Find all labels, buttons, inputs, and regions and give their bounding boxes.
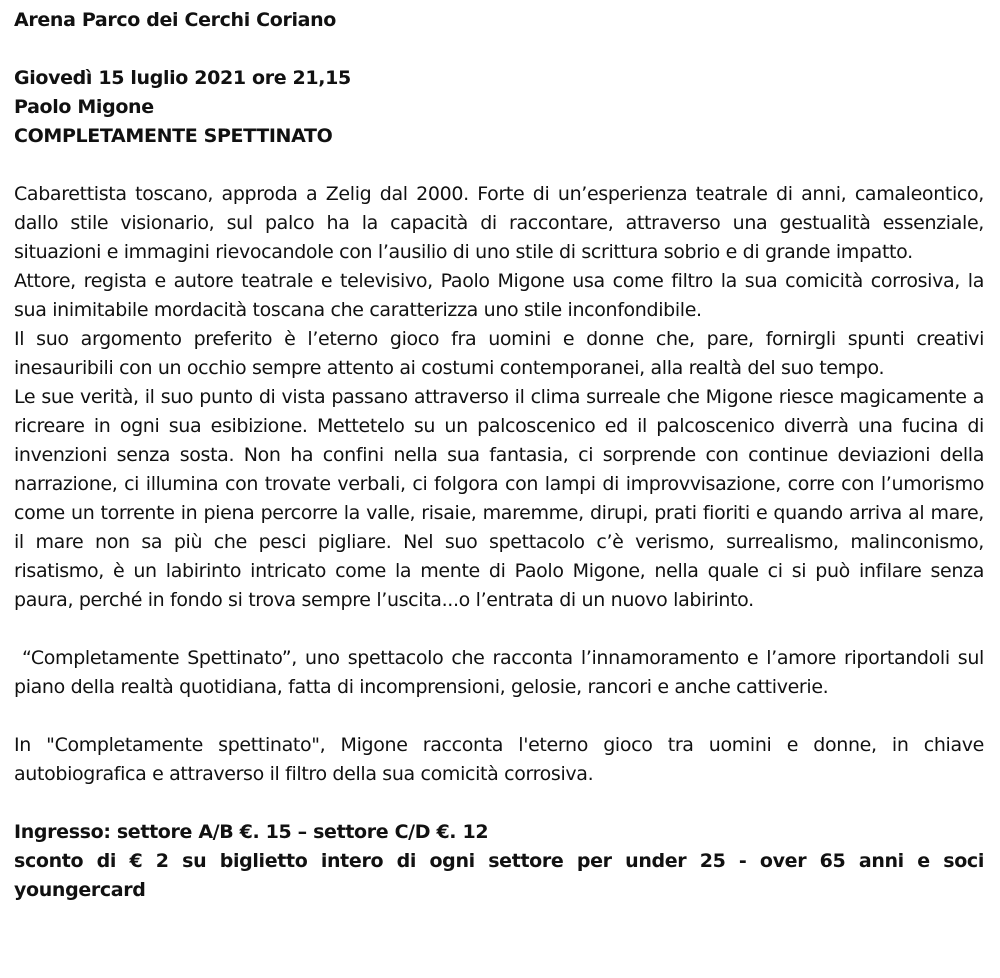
performer-name: Paolo Migone <box>14 96 154 118</box>
spacer <box>14 702 984 731</box>
venue-heading: Arena Parco dei Cerchi Coriano <box>14 9 336 31</box>
event-date-time: Giovedì 15 luglio 2021 ore 21,15 <box>14 67 351 89</box>
event-document <box>14 6 990 905</box>
show-title: COMPLETAMENTE SPETTINATO <box>14 125 333 147</box>
spacer <box>14 151 984 180</box>
spacer <box>14 615 984 644</box>
discount-info: sconto di € 2 su biglietto intero di ogni settore per under 25 - over 65 anni e soci youngercard <box>14 850 984 901</box>
spacer <box>14 789 984 818</box>
ticket-price: Ingresso: settore A/B €. 15 – settore C/D €. 12 <box>14 821 489 843</box>
show-summary-paragraph: In "Completamente spettinato", Migone racconta l'eterno gioco tra uomini e donne, in chiave autobiografica e attraverso il filtro della sua comicità corrosiva. <box>14 734 984 785</box>
description-paragraph: Cabarettista toscano, approda a Zelig dal 2000. Forte di un’esperienza teatrale di anni, camaleontico, dallo stile visionario, sul palco ha la capacità di raccontare, attraverso una gestualità essenziale, situazioni e immagini rievocandole con l’ausilio di uno stile di scrittura sobrio e di grande impatto. <box>14 183 984 263</box>
show-summary-paragraph: “Completamente Spettinato”, uno spettacolo che racconta l’innamoramento e l’amore riportandoli sul piano della realtà quotidiana, fatta di incomprensioni, gelosie, rancori e anche cattiverie. <box>14 647 990 698</box>
description-paragraph: Le sue verità, il suo punto di vista passano attraverso il clima surreale che Migone riesce magicamente a ricreare in ogni sua esibizione. Mettetelo su un palcoscenico ed il palcoscenico diverrà una fucina di invenzioni senza sosta. Non ha confini nella sua fantasia, ci sorprende con continue deviazioni della narrazione, ci illumina con trovate verbali, ci folgora con lampi di improvvisazione, corre con l’umorismo come un torrente in piena percorre la valle, risaie, maremme, dirupi, prati fioriti e quando arriva al mare, il mare non sa più che pesci pigliare. Nel suo spettacolo c’è verismo, surrealismo, malinconismo, risatismo, è un labirinto intricato come la mente di Paolo Migone, nella quale ci si può infilare senza paura, perché in fondo si trova sempre l’uscita...o l’entrata di un nuovo labirinto. <box>14 386 984 611</box>
description-paragraph: Attore, regista e autore teatrale e televisivo, Paolo Migone usa come filtro la sua comicità corrosiva, la sua inimitabile mordacità toscana che caratterizza uno stile inconfondibile. <box>14 270 984 321</box>
spacer <box>14 35 984 64</box>
description-paragraph: Il suo argomento preferito è l’eterno gioco fra uomini e donne che, pare, fornirgli spunti creativi inesauribili con un occhio sempre attento ai costumi contemporanei, alla realtà del suo tempo. <box>14 328 984 379</box>
